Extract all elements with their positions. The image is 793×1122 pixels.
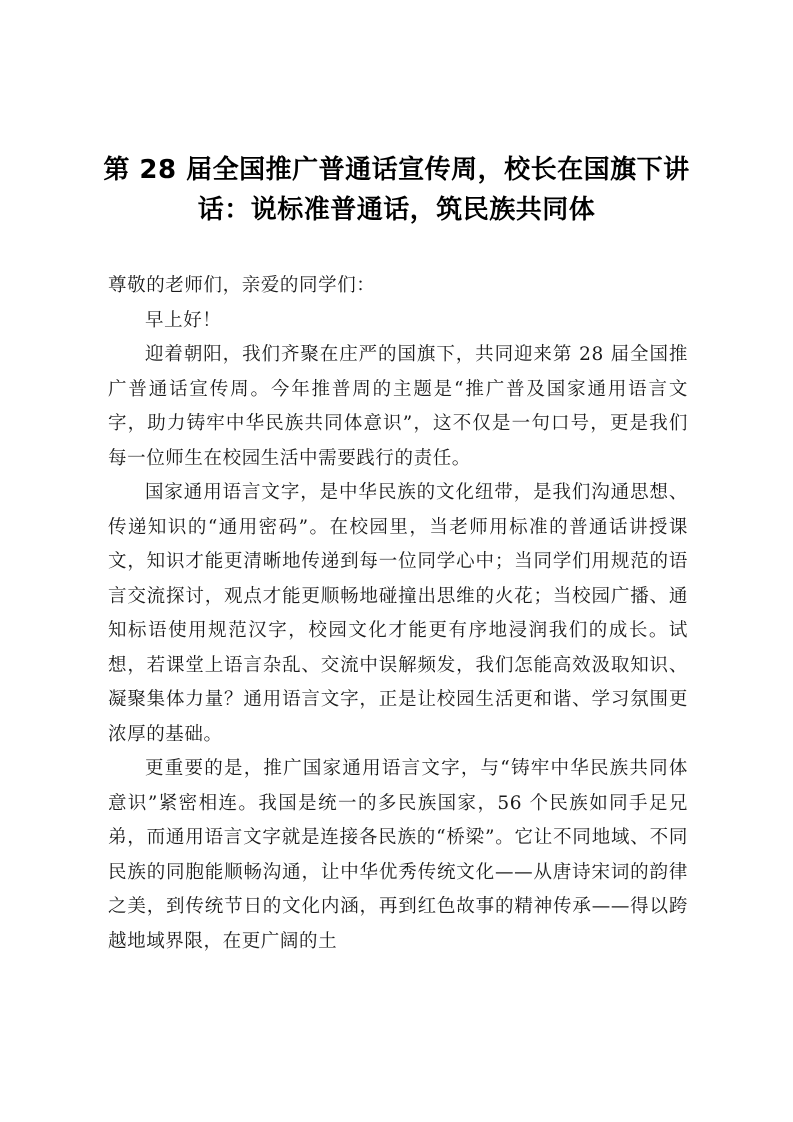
paragraph-greeting: 早上好！ — [145, 309, 222, 331]
title-line-1: 第 28 届全国推广普通话宣传周，校长在国旗下讲 — [103, 155, 690, 185]
salutation: 尊敬的老师们，亲爱的同学们： — [108, 275, 376, 296]
title-line-2: 话：说标准普通话，筑民族共同体 — [197, 195, 596, 225]
paragraph-intro: 迎着朝阳，我们齐聚在庄严的国旗下，共同迎来第 28 届全国推广普通话宣传周。今年推普周的主题是“推广普及国家通用语言文字，助力铸牢中华民族共同体意识”，这不仅是一句口号，更是我们每一位师生在校园生活中需要践行的责任。 — [108, 344, 688, 469]
document-title — [100, 150, 693, 230]
paragraph-national-unity: 更重要的是，推广国家通用语言文字，与“铸牢中华民族共同体意识”紧密相连。我国是统一的多民族国家，56 个民族如同手足兄弟，而通用语言文字就是连接各民族的“桥梁”。它让不同地域、不同民族的同胞能顺畅沟通，让中华优秀传统文化——从唐诗宋词的韵律之美，到传统节日的文化内涵，再到红色故事的精神传承——得以跨越地域界限，在更广阔的土 — [108, 758, 688, 952]
paragraph-language-bond: 国家通用语言文字，是中华民族的文化纽带，是我们沟通思想、传递知识的“通用密码”。在校园里，当老师用标准的普通话讲授课文，知识才能更清晰地传递到每一位同学心中；当同学们用规范的语言交流探讨，观点才能更顺畅地碰撞出思维的火花；当校园广播、通知标语使用规范汉字，校园文化才能更有序地浸润我们的成长。试想，若课堂上语言杂乱、交流中误解频发，我们怎能高效汲取知识、凝聚集体力量？通用语言文字，正是让校园生活更和谐、学习氛围更浓厚的基础。 — [108, 482, 688, 745]
document-body — [108, 269, 688, 959]
